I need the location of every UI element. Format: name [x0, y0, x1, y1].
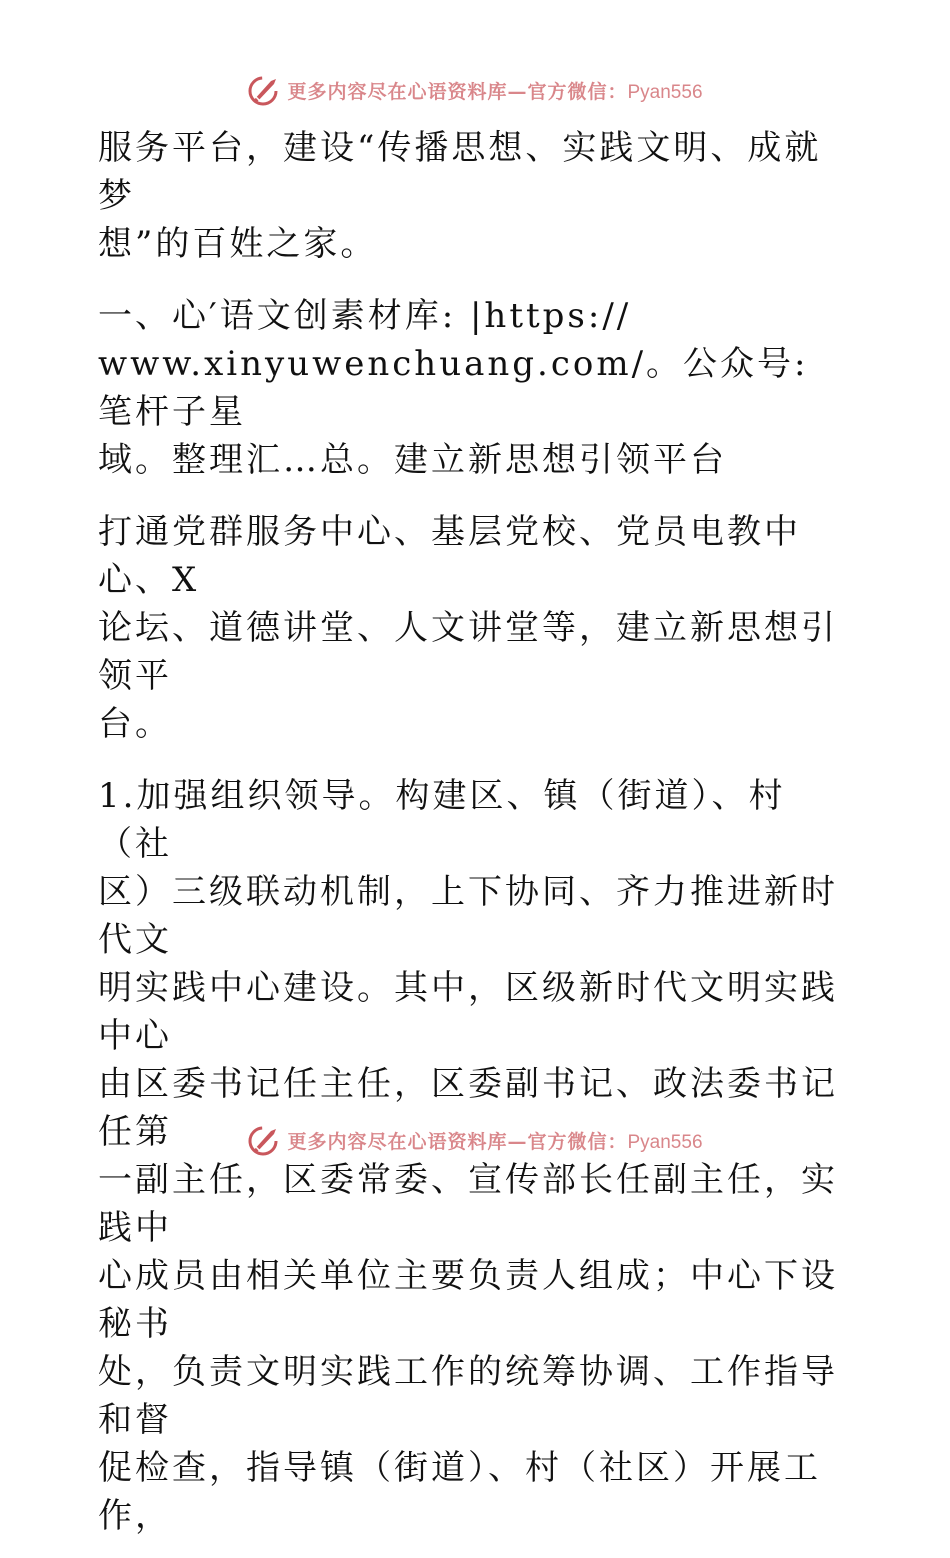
wechat-id: Pyan556: [627, 1131, 703, 1153]
document-body: [98, 124, 853, 1558]
quill-pen-logo-icon: [247, 73, 281, 107]
paragraph: 打通党群服务中心、基层党校、党员电教中心、X 论坛、道德讲堂、人文讲堂等，建立新思想引领平 台。: [98, 512, 838, 744]
wechat-id: Pyan556: [627, 81, 703, 103]
quill-pen-logo-icon: [247, 1123, 281, 1157]
paragraph: 1.加强组织领导。构建区、镇（街道）、村（社 区）三级联动机制，上下协同、齐力推进新时代文 明实践中心建设。其中，区级新时代文明实践中心 由区委书记任主任，区委副书记、政法委书记任第 一副主任，区委常委、宣传部长任副主任，实践中 心成员由相关单位主要负责人组成；中心下设秘书 处，负责文明实践工作的统筹协调、工作指导和督 促检查，指导镇（街道）、村（社区）开展工作，: [98, 776, 838, 1536]
paragraph: 一、心′语文创素材库: |https:// www.xinyuwenchuang.com/。公众号: 笔杆子星 域。整理汇…总。建立新思想引领平台: [98, 296, 809, 480]
watermark-text: 更多内容尽在心语资料库—官方微信：Pyan556: [287, 80, 703, 103]
paragraph: 服务平台，建设“传播思想、实践文明、成就梦 想”的百姓之家。: [98, 128, 822, 264]
watermark-text: 更多内容尽在心语资料库—官方微信：Pyan556: [287, 1130, 703, 1153]
footer-watermark: [0, 1120, 950, 1160]
header-watermark: [0, 70, 950, 110]
